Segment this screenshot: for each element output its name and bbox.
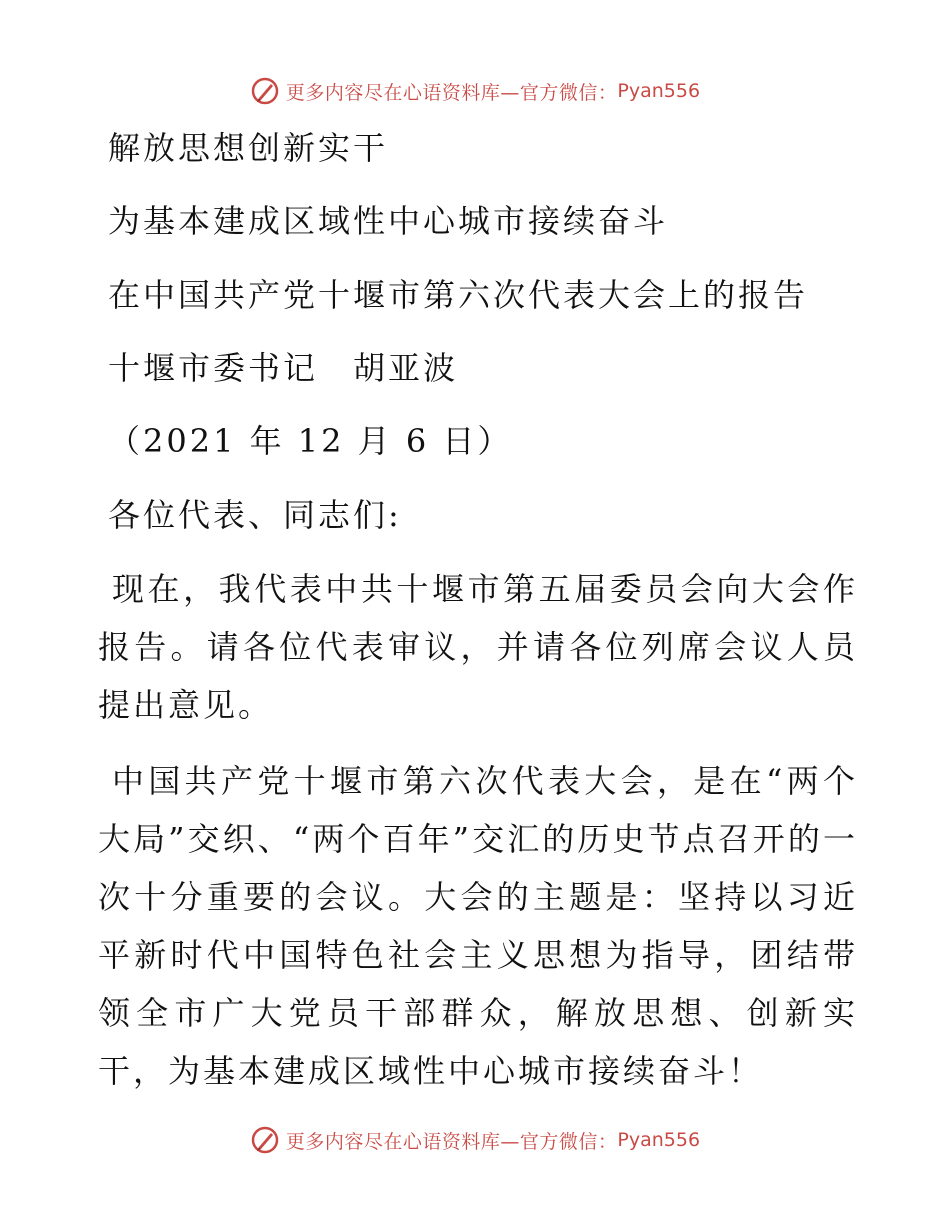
- body-paragraph: 现在，我代表中共十堰市第五届委员会向大会作报告。请各位代表审议，并请各位列席会议人员提出意见。: [98, 570, 858, 724]
- watermark-wechat-id: Pyan556: [617, 80, 701, 102]
- watermark-banner-bottom: [0, 1120, 950, 1160]
- watermark-text: 更多内容尽在心语资料库—官方微信：: [285, 1130, 618, 1153]
- quill-logo-icon: [250, 76, 280, 106]
- document-title: 解放思想创新实干: [108, 129, 389, 167]
- document-occasion: 在中国共产党十堰市第六次代表大会上的报告: [108, 276, 809, 314]
- document-author: 十堰市委书记 胡亚波: [108, 349, 459, 387]
- document-subtitle: 为基本建成区域性中心城市接续奋斗: [108, 202, 669, 240]
- document-salutation: 各位代表、同志们:: [108, 496, 402, 534]
- watermark-wechat-id: Pyan556: [617, 1129, 701, 1151]
- watermark-banner-top: [0, 71, 950, 111]
- document-date: （2021 年 12 月 6 日）: [108, 422, 513, 460]
- quill-logo-icon: [250, 1125, 280, 1155]
- body-paragraph: 中国共产党十堰市第六次代表大会，是在“两个大局”交织、“两个百年”交汇的历史节点召开的一次十分重要的会议。大会的主题是：坚持以习近平新时代中国特色社会主义思想为指导，团结带领全市广大党员干部群众，解放思想、创新实干，为基本建成区域性中心城市接续奋斗！: [98, 762, 858, 1090]
- watermark-text: 更多内容尽在心语资料库—官方微信：: [285, 81, 618, 104]
